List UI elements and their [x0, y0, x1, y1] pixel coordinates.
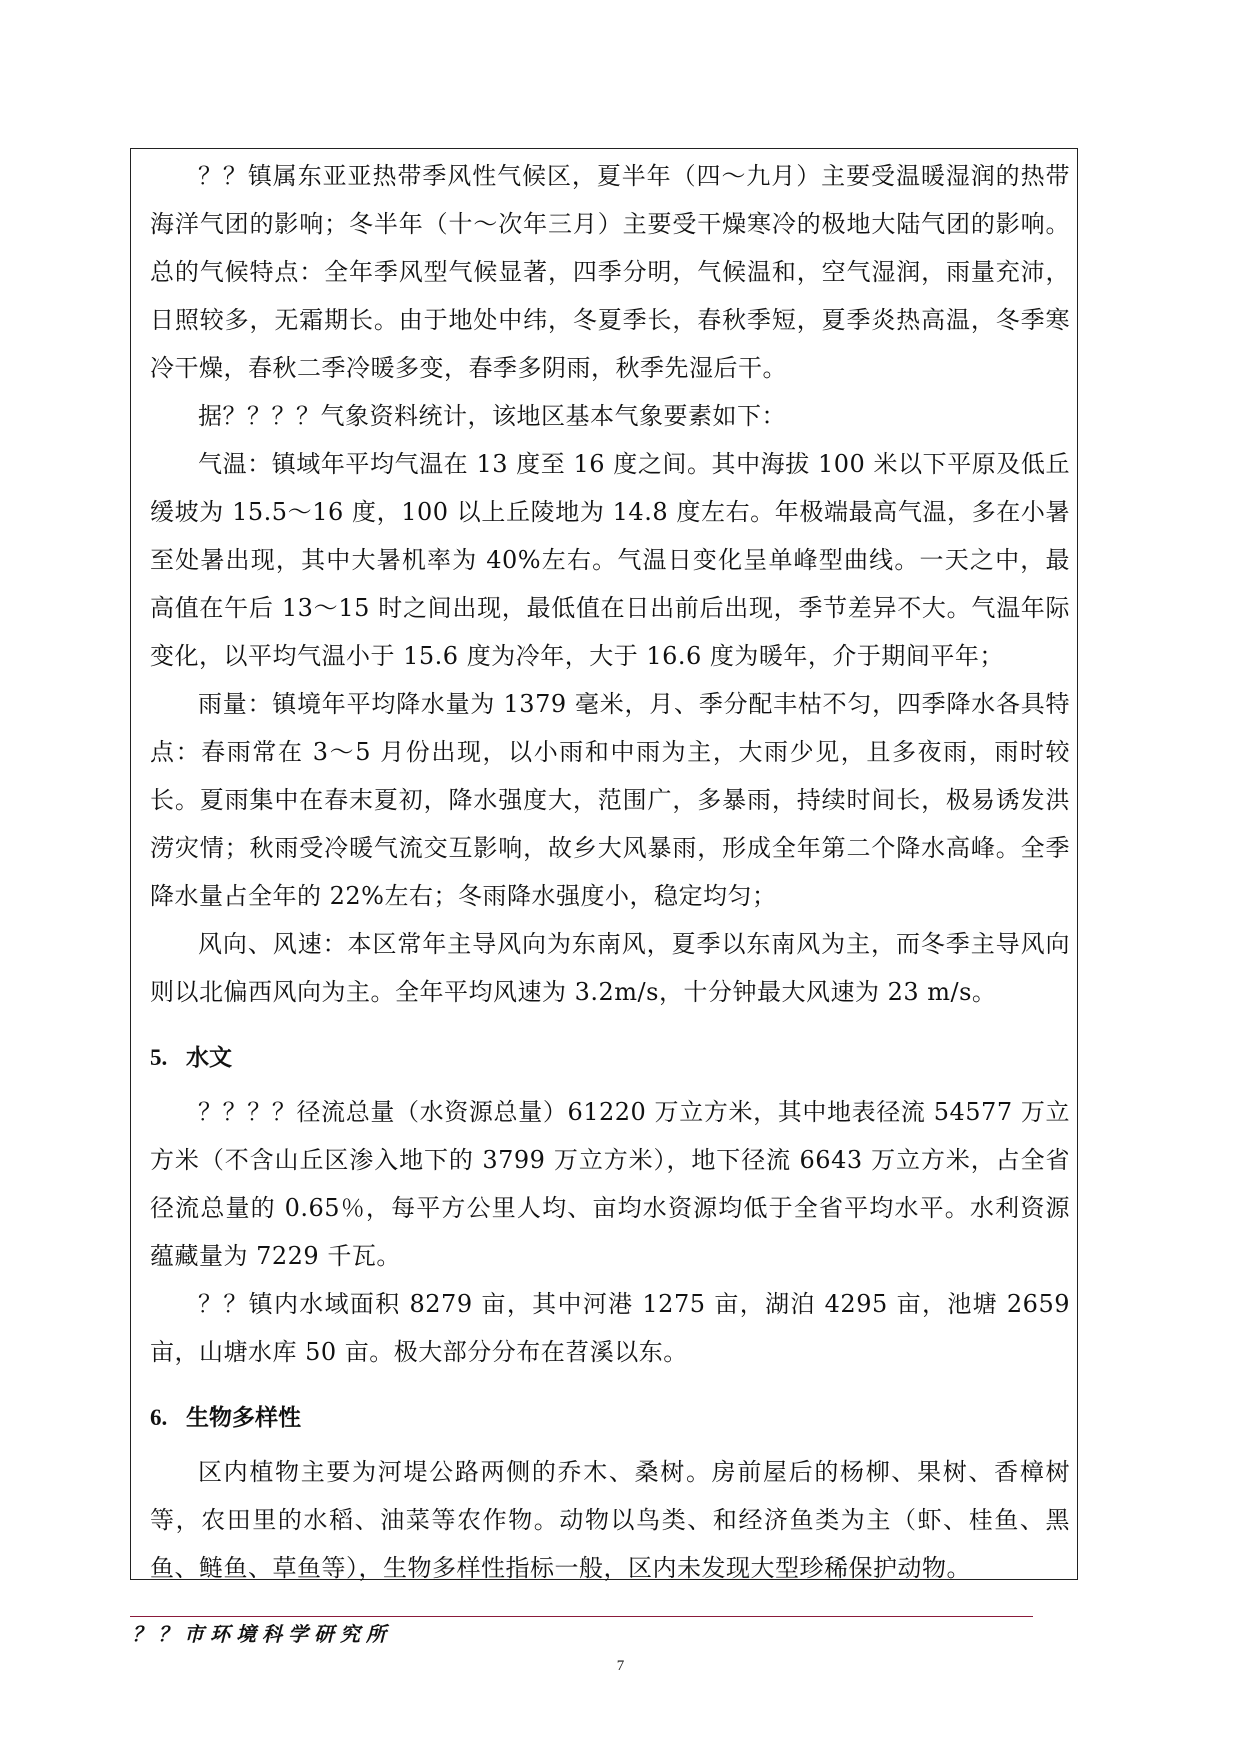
climate-paragraph-temperature: 气温：镇域年平均气温在 13 度至 16 度之间。其中海拔 100 米以下平原及低丘缓坡为 15.5～16 度，100 以上丘陵地为 14.8 度左右。年极端最高气温，多在小暑至处暑出现，其中大暑机率为 40%左右。气温日变化呈单峰型曲线。一天之中，最高值在午后 13～15 时之间出现，最低值在日出前后出现，季节差异不大。气温年际变化，以平均气温小于 15.6 度为冷年，大于 16.6 度为暖年，介于期间平年； — [150, 450, 1070, 670]
section-heading-hydrology — [150, 1034, 1070, 1082]
footer-divider — [130, 1616, 1033, 1617]
climate-paragraph-source: 据？？？？气象资料统计，该地区基本气象要素如下： — [198, 402, 786, 430]
hydrology-paragraph-runoff: ？？？？径流总量（水资源总量）61220 万立方米，其中地表径流 54577 万立方米（不含山丘区渗入地下的 3799 万立方米），地下径流 6643 万立方米，占全省径流总量的 0.65％，每平方公里人均、亩均水资源均低于全省平均水平。水利资源蕴藏量为 7229 千瓦。 — [150, 1098, 1070, 1270]
hydrology-paragraph-water-area: ？？镇内水域面积 8279 亩，其中河港 1275 亩，湖泊 4295 亩，池塘 2659 亩，山塘水库 50 亩。极大部分分布在苕溪以东。 — [150, 1290, 1070, 1366]
section-title: 生物多样性 — [186, 1405, 301, 1431]
climate-paragraph-rainfall: 雨量：镇境年平均降水量为 1379 毫米，月、季分配丰枯不匀，四季降水各具特点：春雨常在 3～5 月份出现，以小雨和中雨为主，大雨少见，且多夜雨，雨时较长。夏雨集中在春末夏初，降水强度大，范围广，多暴雨，持续时间长，极易诱发洪涝灾情；秋雨受冷暖气流交互影响，故乡大风暴雨，形成全年第二个降水高峰。全季降水量占全年的 22%左右；冬雨降水强度小，稳定均匀； — [150, 690, 1070, 910]
climate-paragraph-overview: ？？镇属东亚亚热带季风性气候区，夏半年（四～九月）主要受温暖湿润的热带海洋气团的影响；冬半年（十～次年三月）主要受干燥寒冷的极地大陆气团的影响。总的气候特点：全年季风型气候显著，四季分明，气候温和，空气湿润，雨量充沛，日照较多，无霜期长。由于地处中纬，冬夏季长，春秋季短，夏季炎热高温，冬季寒冷干燥，春秋二季冷暖多变，春季多阴雨，秋季先湿后干。 — [150, 162, 1070, 382]
biodiversity-paragraph: 区内植物主要为河堤公路两侧的乔木、桑树。房前屋后的杨柳、果树、香樟树等，农田里的水稻、油菜等农作物。动物以鸟类、和经济鱼类为主（虾、桂鱼、黑鱼、鲢鱼、草鱼等），生物多样性指标一般，区内未发现大型珍稀保护动物。 — [150, 1458, 1070, 1582]
section-number: 6. — [150, 1405, 168, 1430]
section-number: 5. — [150, 1045, 168, 1070]
section-title: 水文 — [186, 1045, 232, 1071]
section-heading-biodiversity — [150, 1394, 1070, 1442]
climate-paragraph-wind: 风向、风速：本区常年主导风向为东南风，夏季以东南风为主，而冬季主导风向则以北偏西风向为主。全年平均风速为 3.2m/s，十分钟最大风速为 23 m/s。 — [150, 930, 1070, 1006]
footer-organization: ？？市环境科学研究所 — [132, 1622, 392, 1646]
page-number: 7 — [616, 1658, 625, 1674]
page-content — [150, 148, 1070, 1592]
